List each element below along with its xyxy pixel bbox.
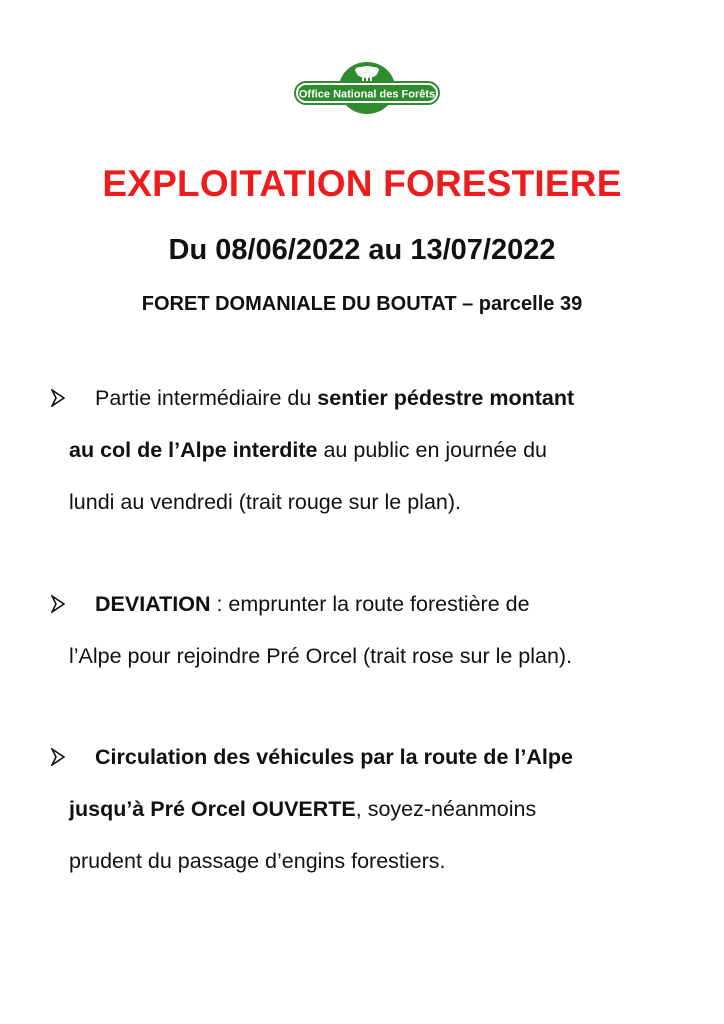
forest-parcel: FORET DOMANIALE DU BOUTAT – parcelle 39 [141,293,583,315]
notice-bullet-1: Partie intermédiaire du sentier pédestre montant au col de l’Alpe interdite au public en journée du lundi au vendredi (trait rouge sur le plan). [69,372,689,528]
deviation-label: DEVIATION [95,592,211,616]
logo-text: Office National des Forêts [298,88,436,101]
onf-logo [292,58,442,114]
arrowhead-icon [51,389,65,407]
arrowhead-icon [51,748,65,766]
page-title: EXPLOITATION FORESTIERE [102,163,622,204]
notice-bullet-3: Circulation des véhicules par la route de l’Alpe jusqu’à Pré Orcel OUVERTE, soyez-néanmoins prudent du passage d’engins forestiers. [69,731,689,887]
date-range: Du 08/06/2022 au 13/07/2022 [168,234,556,266]
trail-name: sentier pédestre montant [317,386,575,410]
arrowhead-icon [51,595,65,613]
notice-bullet-2: DEVIATION : emprunter la route forestière de l’Alpe pour rejoindre Pré Orcel (trait rose sur le plan). [69,578,689,682]
